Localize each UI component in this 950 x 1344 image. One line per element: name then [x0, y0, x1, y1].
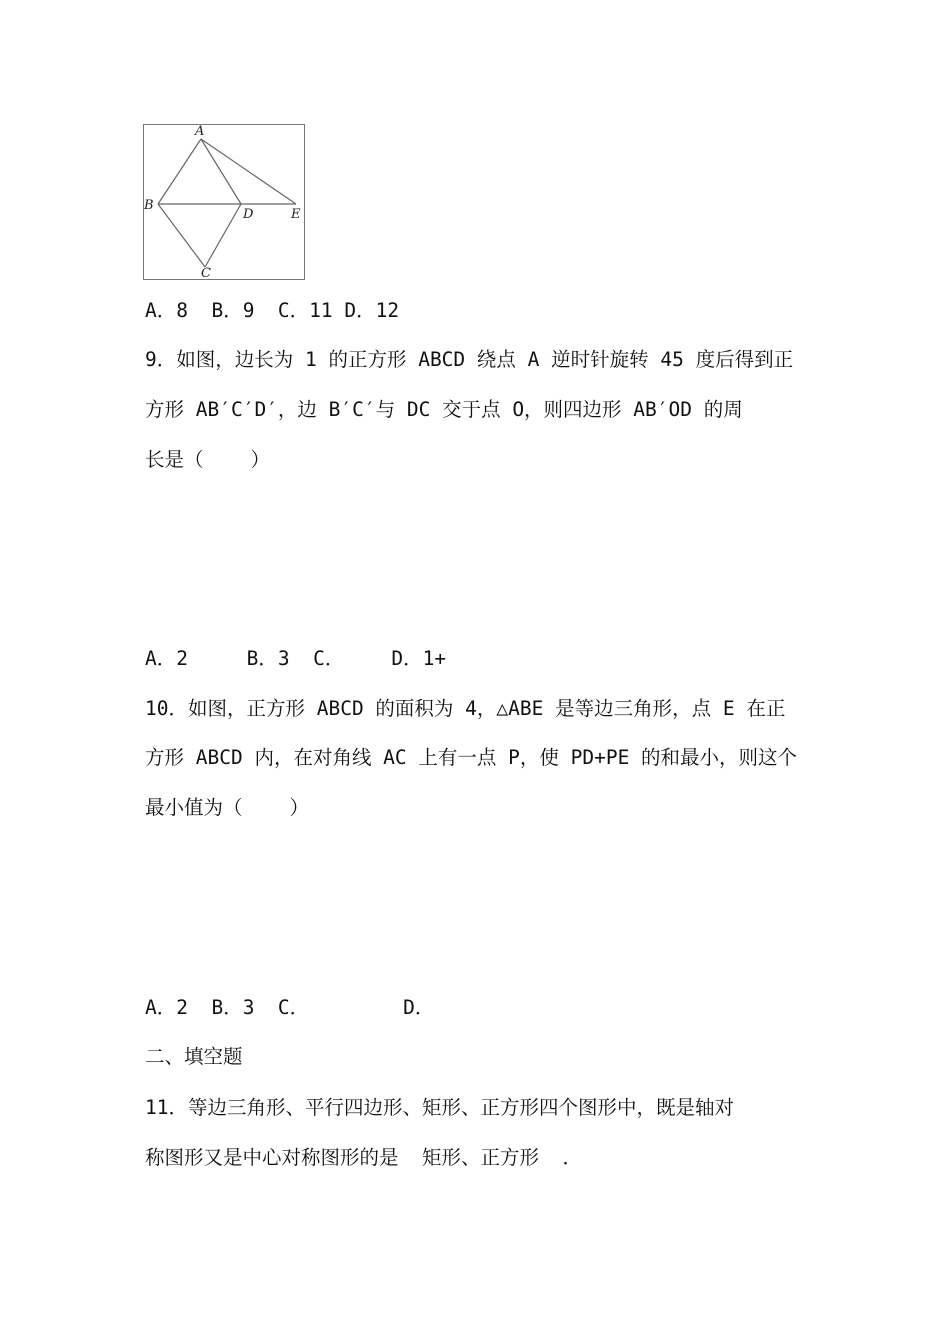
q9-line-3: 长是（ ）	[145, 448, 270, 471]
q11-line-1: 11．等边三角形、平行四边形、矩形、正方形四个图形中，既是轴对	[145, 1096, 734, 1119]
segment-ad	[201, 139, 241, 204]
segment-bc	[158, 204, 205, 267]
q8-options: A．8 B．9 C．11 D．12	[145, 299, 400, 322]
segment-ab	[158, 139, 201, 204]
segment-dc	[205, 204, 241, 267]
q10-options: A．2 B．3 C． D．	[145, 996, 435, 1019]
geometry-figure	[143, 124, 305, 280]
label-c: C	[201, 266, 211, 280]
q9-line-1: 9．如图，边长为 1 的正方形 ABCD 绕点 A 逆时针旋转 45 度后得到正	[145, 348, 794, 371]
label-d: D	[243, 207, 254, 222]
q10-line-2: 方形 ABCD 内，在对角线 AC 上有一点 P，使 PD+PE 的和最小，则这个	[145, 746, 798, 769]
label-b: B	[144, 198, 154, 213]
label-e: E	[291, 207, 301, 222]
q10-line-1: 10．如图，正方形 ABCD 的面积为 4，△ABE 是等边三角形，点 E 在正	[145, 697, 786, 720]
q10-line-3: 最小值为（ ）	[145, 796, 309, 819]
figure-svg	[143, 124, 305, 280]
label-a: A	[195, 124, 205, 139]
figure-border	[144, 125, 305, 280]
q9-line-2: 方形 AB′C′D′，边 B′C′与 DC 交于点 O，则四边形 AB′OD 的周	[145, 398, 743, 421]
section-title: 二、填空题	[145, 1045, 243, 1068]
segment-ae	[201, 139, 296, 204]
q9-options: A．2 B．3 C． D．1+	[145, 647, 447, 670]
q11-line-2: 称图形又是中心对称图形的是 矩形、正方形 ．	[145, 1146, 582, 1169]
